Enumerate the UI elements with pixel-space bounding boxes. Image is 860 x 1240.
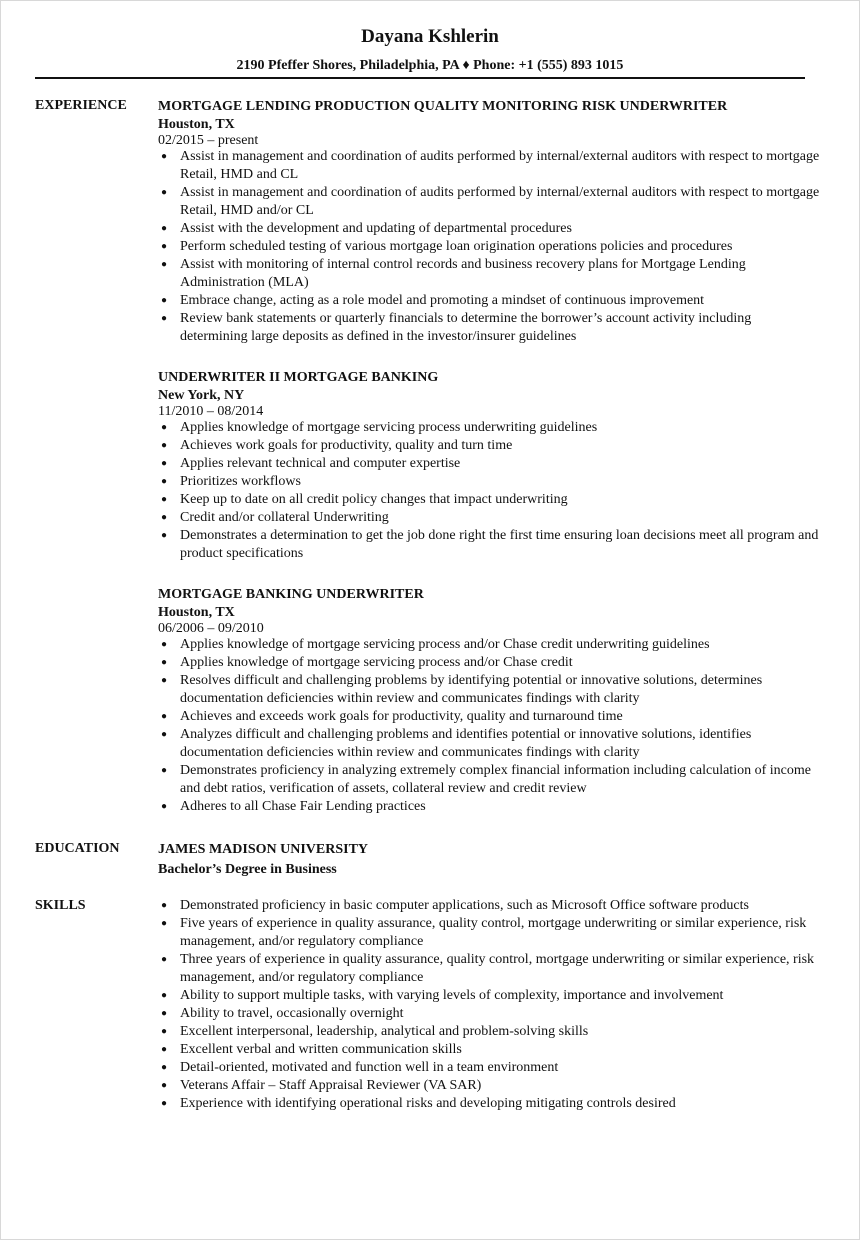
list-item-text: Applies knowledge of mortgage servicing process underwriting guidelines xyxy=(180,420,598,435)
bullet-icon: ● xyxy=(161,530,168,541)
list-item-text: Assist with the development and updating of departmental procedures xyxy=(180,221,572,236)
bullet-icon: ● xyxy=(161,313,168,324)
job-dates: 11/2010 – 08/2014 xyxy=(158,404,264,419)
job-location: Houston, TX xyxy=(158,117,235,132)
list-item xyxy=(158,256,820,292)
list-item xyxy=(158,1023,820,1041)
list-item xyxy=(158,798,820,816)
list-item xyxy=(158,897,820,915)
list-item-text: Veterans Affair – Staff Appraisal Reviewer (VA SAR) xyxy=(180,1078,482,1093)
list-item xyxy=(158,292,820,310)
bullet-icon: ● xyxy=(161,422,168,433)
skills-list xyxy=(158,897,820,1113)
list-item xyxy=(158,455,820,473)
bullet-icon: ● xyxy=(161,1008,168,1019)
bullet-icon: ● xyxy=(161,729,168,740)
job-entry xyxy=(158,586,820,816)
list-item-text: Excellent verbal and written communication skills xyxy=(180,1042,462,1057)
bullet-icon: ● xyxy=(161,801,168,812)
bullet-icon: ● xyxy=(161,639,168,650)
list-item-text: Prioritizes workflows xyxy=(180,474,301,489)
list-item xyxy=(158,220,820,238)
bullet-icon: ● xyxy=(161,476,168,487)
list-item xyxy=(158,762,820,798)
contact-line: 2190 Pfeffer Shores, Philadelphia, PA ♦ Phone: +1 (555) 893 1015 xyxy=(236,58,624,73)
bullet-icon: ● xyxy=(161,241,168,252)
bullet-icon: ● xyxy=(161,151,168,162)
section-label-experience: EXPERIENCE xyxy=(35,98,127,113)
list-item xyxy=(158,708,820,726)
bullet-icon: ● xyxy=(161,1044,168,1055)
list-item-text: Resolves difficult and challenging problems by identifying potential or innovative solutions, determines documentation deficiencies within review and communicates findings with clarity xyxy=(180,673,763,706)
experience-list xyxy=(158,97,820,840)
list-item-text: Applies knowledge of mortgage servicing process and/or Chase credit xyxy=(180,655,573,670)
job-bullets xyxy=(158,636,820,816)
list-item-text: Review bank statements or quarterly financials to determine the borrower’s account activity including determining large deposits as defined in the investor/insurer guidelines xyxy=(180,311,752,344)
list-item xyxy=(158,1041,820,1059)
list-item-text: Analyzes difficult and challenging problems and identifies potential or innovative solutions, identifies documentation deficiencies within review and communicates findings with clarity xyxy=(180,727,752,760)
list-item-text: Ability to travel, occasionally overnight xyxy=(180,1006,404,1021)
list-item xyxy=(158,509,820,527)
list-item xyxy=(158,527,820,563)
list-item xyxy=(158,636,820,654)
section-label-education: EDUCATION xyxy=(35,841,120,856)
list-item xyxy=(158,1005,820,1023)
list-item xyxy=(158,473,820,491)
job-bullets xyxy=(158,148,820,346)
list-item-text: Credit and/or collateral Underwriting xyxy=(180,510,389,525)
list-item xyxy=(158,987,820,1005)
list-item xyxy=(158,238,820,256)
experience-section xyxy=(35,97,820,840)
list-item-text: Five years of experience in quality assurance, quality control, mortgage underwriting or similar experience, risk management, and/or regulatory compliance xyxy=(180,916,807,949)
list-item-text: Embrace change, acting as a role model and promoting a mindset of continuous improvement xyxy=(180,293,705,308)
skills-section xyxy=(35,897,820,1113)
list-item-text: Assist with monitoring of internal control records and business recovery plans for Mortgage Lending Administration (MLA) xyxy=(180,257,746,290)
bullet-icon: ● xyxy=(161,1026,168,1037)
bullet-icon: ● xyxy=(161,1062,168,1073)
bullet-icon: ● xyxy=(161,223,168,234)
list-item-text: Demonstrated proficiency in basic computer applications, such as Microsoft Office software products xyxy=(180,898,749,913)
resume-body xyxy=(35,97,820,1113)
list-item xyxy=(158,148,820,184)
resume-header xyxy=(0,26,860,74)
list-item xyxy=(158,491,820,509)
bullet-icon: ● xyxy=(161,259,168,270)
bullet-icon: ● xyxy=(161,765,168,776)
bullet-icon: ● xyxy=(161,1098,168,1109)
bullet-icon: ● xyxy=(161,918,168,929)
list-item-text: Three years of experience in quality assurance, quality control, mortgage underwriting or similar experience, risk management, and/or regulatory compliance xyxy=(180,952,815,985)
list-item xyxy=(158,654,820,672)
list-item-text: Demonstrates proficiency in analyzing extremely complex financial information including calculation of income and debt ratios, verification of assets, collateral review and credit review xyxy=(180,763,811,796)
list-item-text: Assist in management and coordination of audits performed by internal/external auditors with respect to mortgage Retail, HMD and CL xyxy=(180,149,820,182)
bullet-icon: ● xyxy=(161,954,168,965)
bullet-icon: ● xyxy=(161,1080,168,1091)
job-title: MORTGAGE LENDING PRODUCTION QUALITY MONITORING RISK UNDERWRITER xyxy=(158,99,728,114)
job-location: New York, NY xyxy=(158,388,245,403)
bullet-icon: ● xyxy=(161,458,168,469)
list-item xyxy=(158,951,820,987)
job-entry xyxy=(158,98,820,346)
list-item-text: Achieves work goals for productivity, quality and turn time xyxy=(180,438,513,453)
bullet-icon: ● xyxy=(161,657,168,668)
list-item xyxy=(158,726,820,762)
candidate-name: Dayana Kshlerin xyxy=(361,26,499,47)
list-item xyxy=(158,184,820,220)
list-item-text: Applies knowledge of mortgage servicing process and/or Chase credit underwriting guidelines xyxy=(180,637,710,652)
job-entry xyxy=(158,369,820,563)
list-item-text: Perform scheduled testing of various mortgage loan origination operations policies and procedures xyxy=(180,239,733,254)
list-item-text: Applies relevant technical and computer expertise xyxy=(180,456,461,471)
bullet-icon: ● xyxy=(161,187,168,198)
bullet-icon: ● xyxy=(161,675,168,686)
job-title: UNDERWRITER II MORTGAGE BANKING xyxy=(158,370,439,385)
list-item xyxy=(158,915,820,951)
list-item-text: Assist in management and coordination of audits performed by internal/external auditors with respect to mortgage Retail, HMD and/or CL xyxy=(180,185,820,218)
job-bullets xyxy=(158,419,820,563)
list-item xyxy=(158,1077,820,1095)
list-item-text: Adheres to all Chase Fair Lending practices xyxy=(180,799,426,814)
list-item-text: Achieves and exceeds work goals for productivity, quality and turnaround time xyxy=(180,709,623,724)
list-item-text: Keep up to date on all credit policy changes that impact underwriting xyxy=(180,492,568,507)
bullet-icon: ● xyxy=(161,512,168,523)
bullet-icon: ● xyxy=(161,711,168,722)
list-item-text: Experience with identifying operational risks and developing mitigating controls desired xyxy=(180,1096,676,1111)
list-item-text: Excellent interpersonal, leadership, analytical and problem-solving skills xyxy=(180,1024,589,1039)
header-divider xyxy=(35,77,805,79)
degree: Bachelor’s Degree in Business xyxy=(158,862,337,877)
bullet-icon: ● xyxy=(161,440,168,451)
job-dates: 02/2015 – present xyxy=(158,133,259,148)
list-item xyxy=(158,1059,820,1077)
bullet-icon: ● xyxy=(161,494,168,505)
list-item-text: Ability to support multiple tasks, with varying levels of complexity, importance and involvement xyxy=(180,988,724,1003)
job-dates: 06/2006 – 09/2010 xyxy=(158,621,264,636)
bullet-icon: ● xyxy=(161,990,168,1001)
job-location: Houston, TX xyxy=(158,605,235,620)
list-item-text: Detail-oriented, motivated and function well in a team environment xyxy=(180,1060,559,1075)
list-item xyxy=(158,1095,820,1113)
school-name: JAMES MADISON UNIVERSITY xyxy=(158,842,369,857)
education-section xyxy=(35,840,820,879)
bullet-icon: ● xyxy=(161,900,168,911)
section-label-skills: SKILLS xyxy=(35,898,86,913)
list-item xyxy=(158,310,820,346)
list-item xyxy=(158,419,820,437)
list-item xyxy=(158,672,820,708)
list-item-text: Demonstrates a determination to get the job done right the first time ensuring loan decisions meet all program and product specifications xyxy=(180,528,819,561)
list-item xyxy=(158,437,820,455)
bullet-icon: ● xyxy=(161,295,168,306)
job-title: MORTGAGE BANKING UNDERWRITER xyxy=(158,587,424,602)
